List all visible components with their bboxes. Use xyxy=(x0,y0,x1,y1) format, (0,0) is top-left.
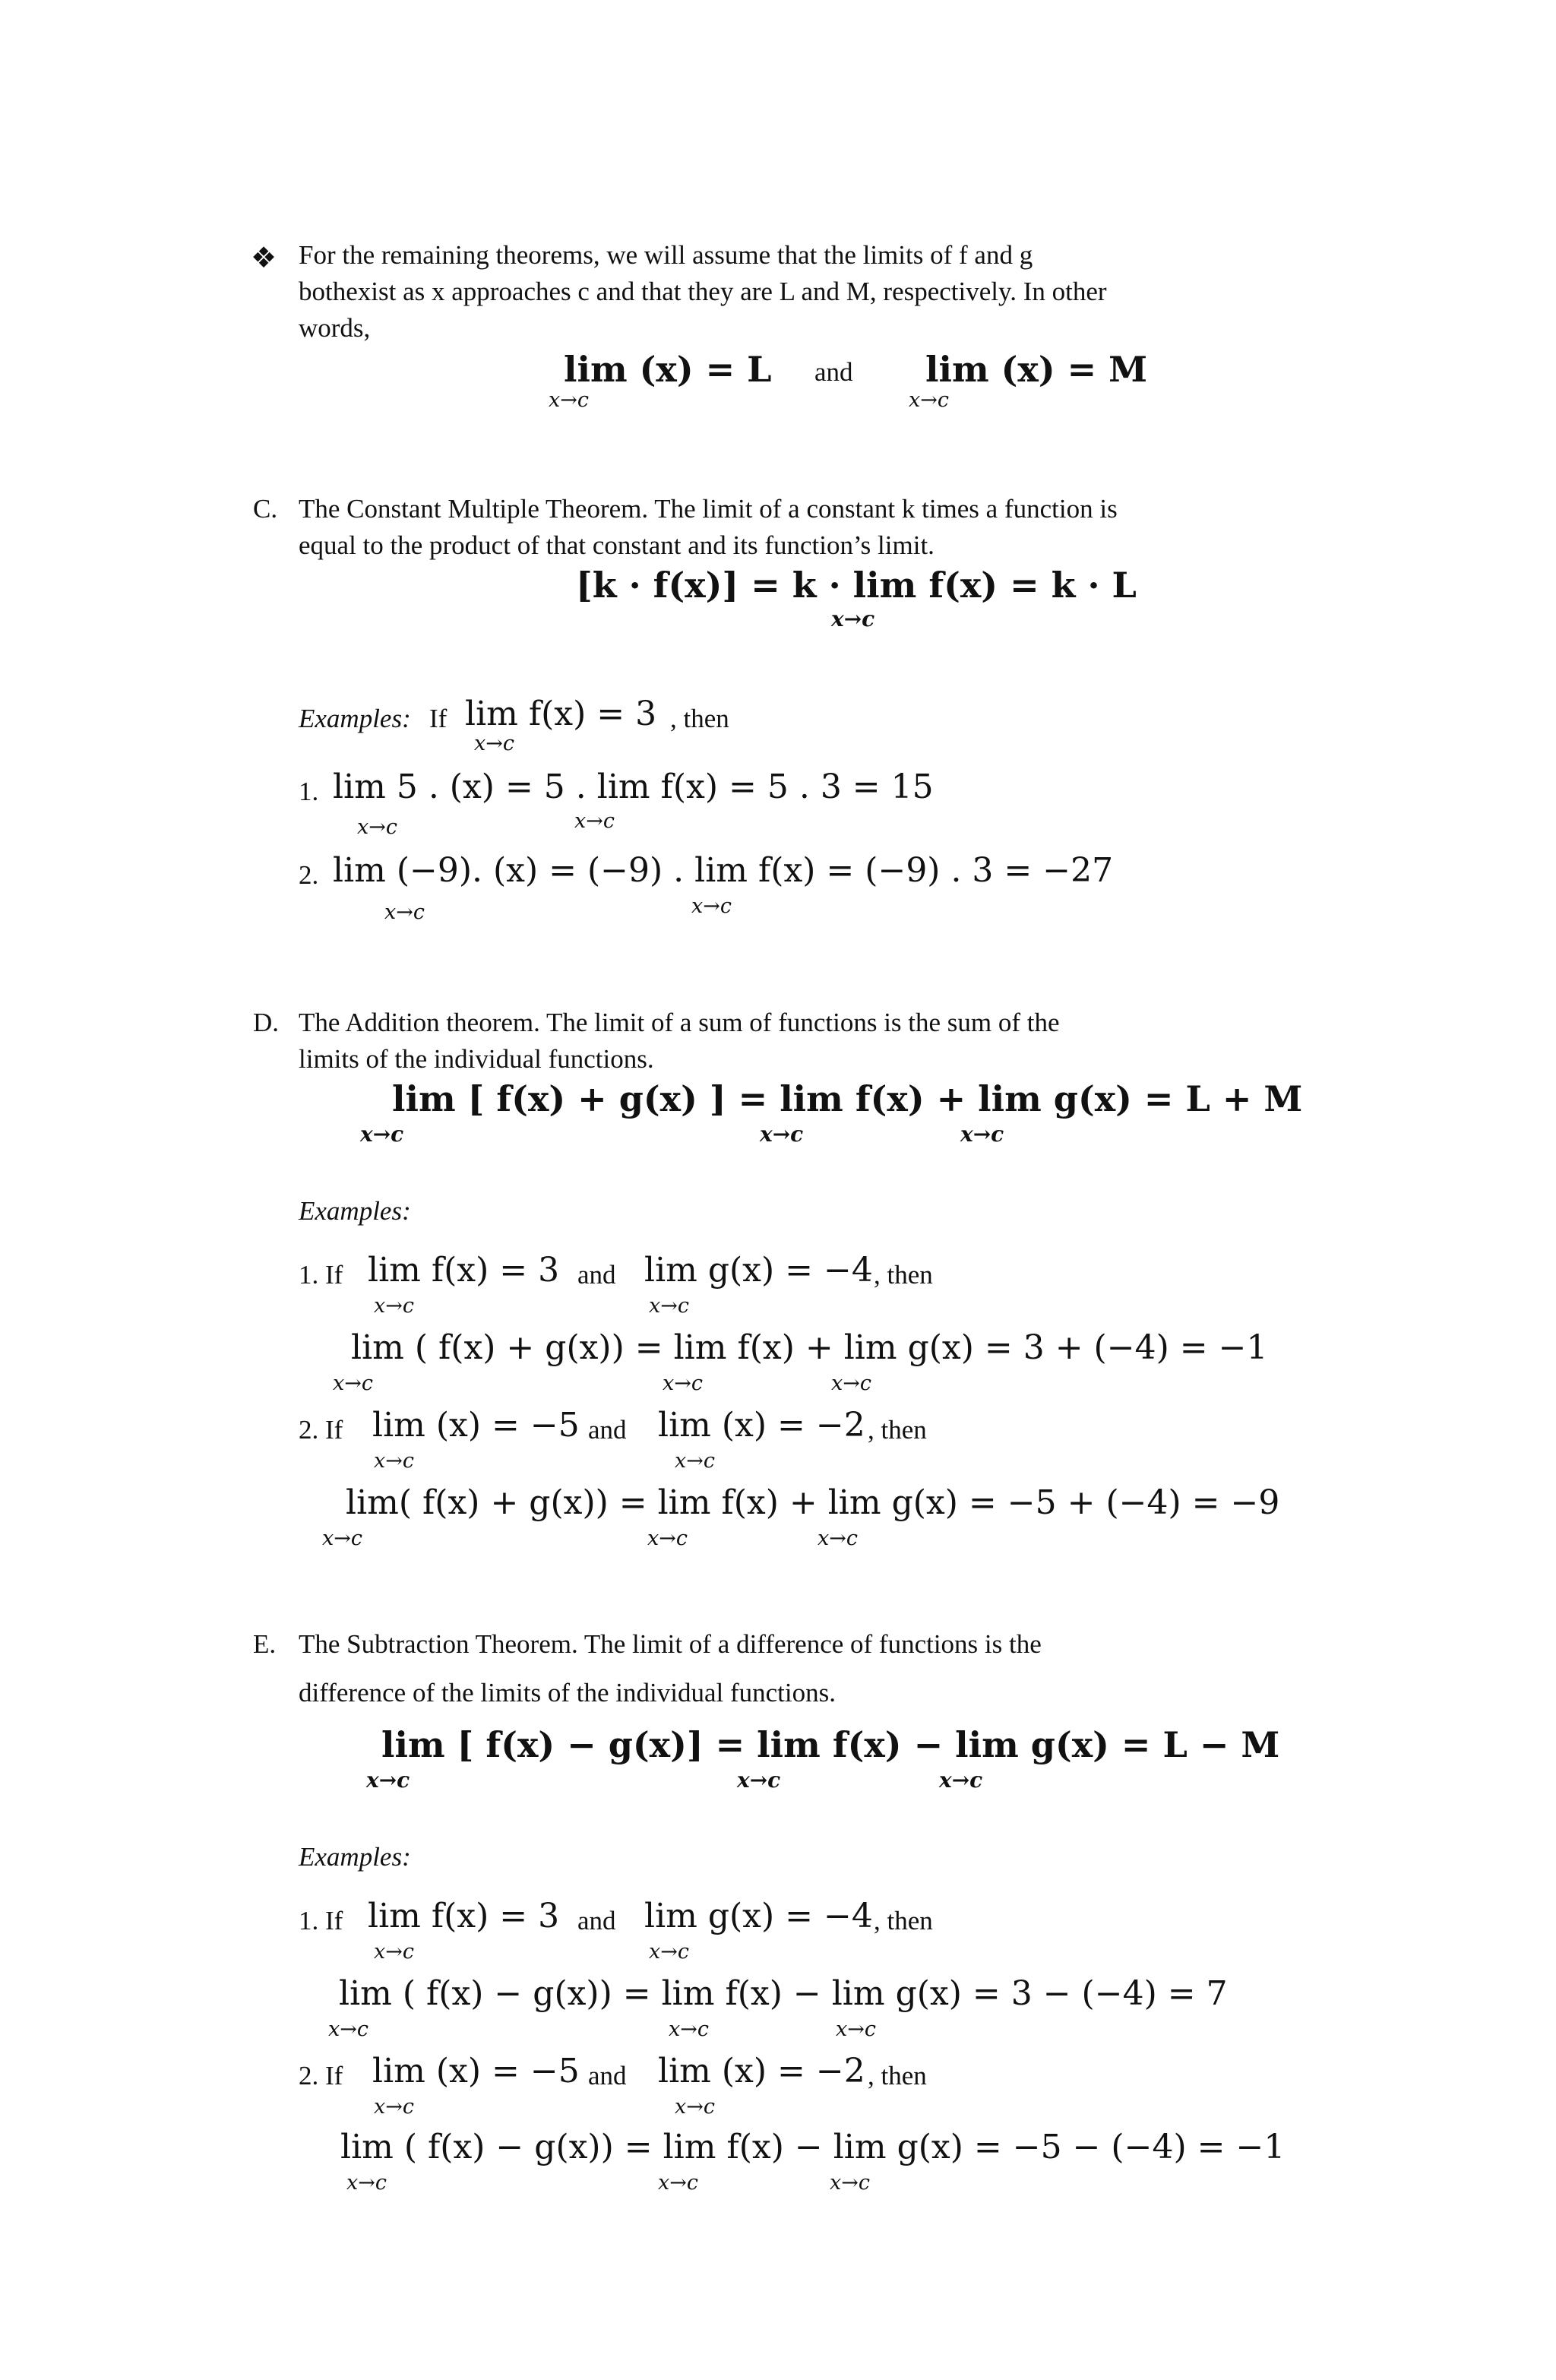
theorem-d-ex1-g-subscript: x→c xyxy=(649,1294,689,1318)
theorem-d-ex2-then: , then xyxy=(868,1415,927,1445)
theorem-e-ex2-f-limit: lim (x) = −5 xyxy=(372,2052,580,2090)
theorem-d-ex1-result-subscript-1: x→c xyxy=(333,1372,373,1395)
theorem-d-ex2-f-limit: lim (x) = −5 xyxy=(372,1406,580,1445)
theorem-d-label: D. xyxy=(253,1008,280,1037)
theorem-e-ex2-result-subscript-2: x→c xyxy=(658,2171,698,2195)
theorem-d-formula-subscript-3: x→c xyxy=(960,1122,1004,1147)
theorem-e-ex2-prefix: 2. If xyxy=(299,2061,343,2090)
theorem-e-ex1-result: lim ( f(x) − g(x)) = lim f(x) − lim g(x) = 3 − (−4) = 7 xyxy=(339,1974,1228,2013)
intro-line-1: For the remaining theorems, we will assume that the limits of f and g xyxy=(299,240,1033,270)
theorem-d-examples-label: Examples: xyxy=(299,1196,411,1226)
theorem-e-ex2-g-limit: lim (x) = −2 xyxy=(658,2052,865,2090)
theorem-d-ex1-result-subscript-3: x→c xyxy=(831,1372,871,1395)
theorem-e-ex1-result-subscript-3: x→c xyxy=(836,2018,876,2041)
theorem-c-label: C. xyxy=(253,494,278,524)
theorem-d-ex1-and: and xyxy=(577,1260,616,1290)
theorem-c-examples-label: Examples: xyxy=(299,704,411,733)
theorem-c-line-1: The Constant Multiple Theorem. The limit of a constant k times a function is xyxy=(299,494,1118,524)
intro-formula-left-subscript: x→c xyxy=(549,388,589,412)
theorem-e-formula-subscript-3: x→c xyxy=(939,1768,983,1793)
theorem-d-ex2-result-subscript-2: x→c xyxy=(647,1527,688,1550)
theorem-c-formula-subscript: x→c xyxy=(831,606,875,631)
theorem-d-formula-subscript-1: x→c xyxy=(360,1122,404,1147)
theorem-e-formula-subscript-2: x→c xyxy=(737,1768,781,1793)
theorem-e-label: E. xyxy=(253,1629,277,1659)
theorem-d-ex1-g-limit: lim g(x) = −4 xyxy=(644,1251,873,1290)
theorem-e-ex1-g-limit: lim g(x) = −4 xyxy=(644,1897,873,1935)
diamond-bullet-icon: ❖ xyxy=(251,241,277,274)
theorem-c-ex1-subscript-1: x→c xyxy=(357,815,397,839)
intro-line-2: bothexist as x approaches c and that they are L and M, respectively. In other xyxy=(299,277,1107,306)
theorem-d-ex1-result: lim ( f(x) + g(x)) = lim f(x) + lim g(x) = 3 + (−4) = −1 xyxy=(351,1328,1268,1367)
theorem-d-formula-subscript-2: x→c xyxy=(760,1122,804,1147)
theorem-e-ex2-then: , then xyxy=(868,2061,927,2090)
intro-formula-right-subscript: x→c xyxy=(909,388,949,412)
theorem-d-ex2-g-limit: lim (x) = −2 xyxy=(658,1406,865,1445)
intro-connector: and xyxy=(814,357,853,387)
theorem-c-examples-if: If xyxy=(429,704,448,733)
theorem-e-formula: lim [ f(x) − g(x)] = lim f(x) − lim g(x) = L − M xyxy=(381,1724,1280,1765)
theorem-c-examples-then: , then xyxy=(670,704,729,733)
theorem-e-ex1-prefix: 1. If xyxy=(299,1906,343,1935)
intro-formula-left: lim (x) = L xyxy=(564,349,772,390)
theorem-c-given-limit: lim f(x) = 3 xyxy=(465,695,657,733)
theorem-e-ex1-then: , then xyxy=(874,1906,933,1935)
theorem-c-ex2-number: 2. xyxy=(299,860,319,890)
theorem-d-ex1-f-limit: lim f(x) = 3 xyxy=(368,1251,560,1290)
theorem-e-line-1: The Subtraction Theorem. The limit of a difference of functions is the xyxy=(299,1629,1042,1659)
theorem-d-line-1: The Addition theorem. The limit of a sum of functions is the sum of the xyxy=(299,1008,1060,1037)
intro-line-3: words, xyxy=(299,313,371,343)
theorem-c-given-subscript: x→c xyxy=(474,732,514,755)
theorem-e-ex1-and: and xyxy=(577,1906,616,1935)
theorem-d-ex2-g-subscript: x→c xyxy=(675,1449,715,1473)
theorem-e-ex1-result-subscript-1: x→c xyxy=(328,2018,368,2041)
theorem-d-ex1-result-subscript-2: x→c xyxy=(663,1372,703,1395)
theorem-e-ex2-g-subscript: x→c xyxy=(675,2095,715,2119)
theorem-e-ex2-result: lim ( f(x) − g(x)) = lim f(x) − lim g(x) = −5 − (−4) = −1 xyxy=(340,2128,1286,2166)
theorem-e-ex1-f-limit: lim f(x) = 3 xyxy=(368,1897,560,1935)
theorem-c-ex2-subscript-1: x→c xyxy=(384,900,425,924)
theorem-c-ex2: lim (−9). (x) = (−9) . lim f(x) = (−9) . 3 = −27 xyxy=(333,851,1114,890)
theorem-c-ex2-subscript-2: x→c xyxy=(691,894,732,918)
theorem-d-ex1-then: , then xyxy=(874,1260,933,1290)
theorem-e-ex2-result-subscript-1: x→c xyxy=(346,2171,387,2195)
theorem-e-ex2-f-subscript: x→c xyxy=(374,2095,414,2119)
theorem-e-formula-subscript-1: x→c xyxy=(366,1768,410,1793)
theorem-d-ex1-prefix: 1. If xyxy=(299,1260,343,1290)
theorem-c-ex1-number: 1. xyxy=(299,777,319,806)
theorem-d-ex2-result-subscript-1: x→c xyxy=(322,1527,362,1550)
theorem-e-ex2-result-subscript-3: x→c xyxy=(830,2171,870,2195)
theorem-d-formula: lim [ f(x) + g(x) ] = lim f(x) + lim g(x) = L + M xyxy=(392,1078,1303,1119)
theorem-d-ex2-result-subscript-3: x→c xyxy=(818,1527,858,1550)
theorem-e-ex2-and: and xyxy=(588,2061,627,2090)
theorem-d-ex2-result: lim( f(x) + g(x)) = lim f(x) + lim g(x) = −5 + (−4) = −9 xyxy=(346,1483,1280,1522)
theorem-c-line-2: equal to the product of that constant and its function’s limit. xyxy=(299,530,935,560)
theorem-e-ex1-f-subscript: x→c xyxy=(374,1940,414,1964)
theorem-d-ex2-and: and xyxy=(588,1415,627,1445)
theorem-d-line-2: limits of the individual functions. xyxy=(299,1044,654,1074)
theorem-c-ex1: lim 5 . (x) = 5 . lim f(x) = 5 . 3 = 15 xyxy=(333,767,934,806)
theorem-e-examples-label: Examples: xyxy=(299,1842,411,1872)
theorem-c-formula: [k · f(x)] = k · lim f(x) = k · L xyxy=(576,565,1137,606)
theorem-e-line-2: difference of the limits of the individual functions. xyxy=(299,1678,836,1707)
theorem-e-ex1-g-subscript: x→c xyxy=(649,1940,689,1964)
theorem-c-ex1-subscript-2: x→c xyxy=(574,809,615,833)
theorem-e-ex1-result-subscript-2: x→c xyxy=(669,2018,709,2041)
intro-formula-right: lim (x) = M xyxy=(925,349,1148,390)
theorem-d-ex1-f-subscript: x→c xyxy=(374,1294,414,1318)
theorem-d-ex2-prefix: 2. If xyxy=(299,1415,343,1445)
theorem-d-ex2-f-subscript: x→c xyxy=(374,1449,414,1473)
